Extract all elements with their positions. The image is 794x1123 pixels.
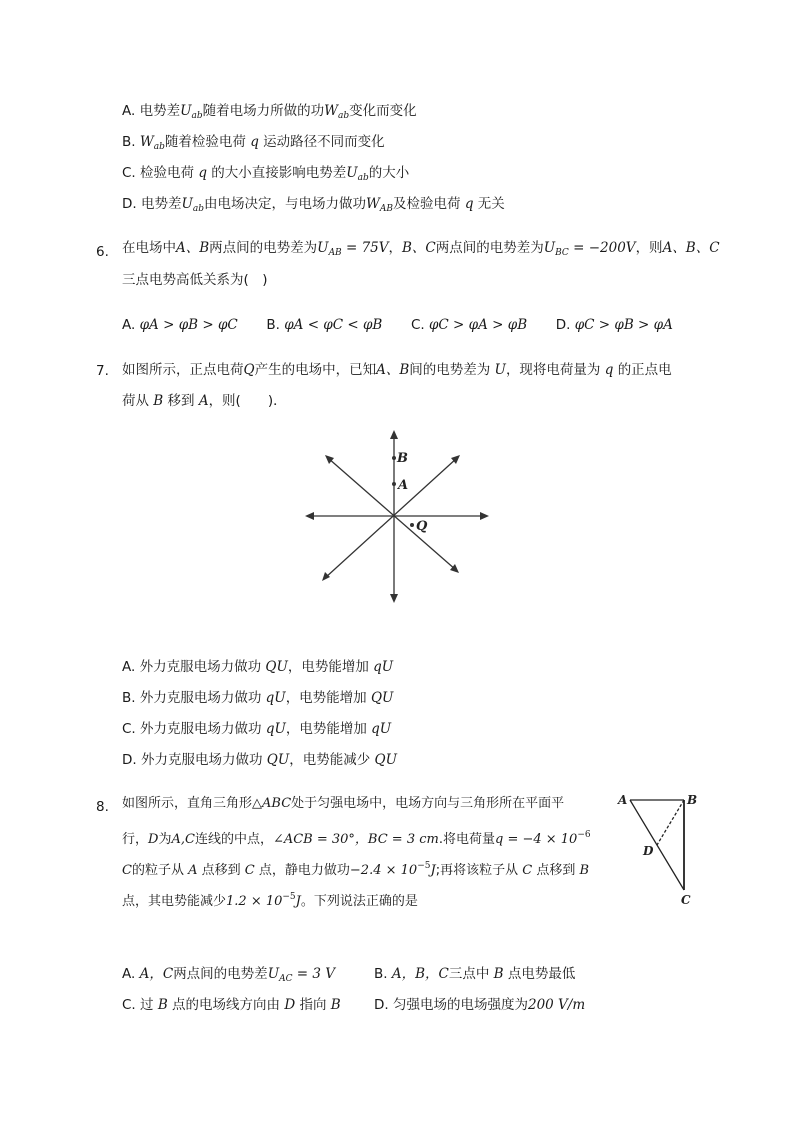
text: 匀强电场的电场强度为 [392,997,528,1013]
option-expr: φA > φB > φC [139,317,238,333]
q8-triangle-figure [612,788,702,910]
math: A、B [176,240,210,256]
point-b [392,456,396,460]
q7-field-figure [300,428,495,608]
label-b: B [397,451,408,466]
math-U: $U_{ab}$ [346,165,369,183]
text: 处于匀强电场中，电场方向与三角形所在平面平 [291,796,565,811]
q6-stem-line2 [122,271,268,289]
math: 1.2 × 10 [226,894,283,909]
option-label: A. [122,659,136,675]
math-U: $U_{ab}$ [180,103,203,121]
label-a: A [398,478,409,493]
label-d: D [643,844,654,858]
text: 外力克服电场力做功 [139,690,262,706]
text: ，电势能增加 [285,721,367,737]
value: = 3 V [296,966,335,982]
math: B [493,966,504,982]
q8-stem-line2 [122,826,591,849]
option-label: D. [122,196,137,212]
text: 外力克服电场力做功 [140,752,263,768]
math: Q [243,362,255,378]
text: 电势差 [140,196,182,212]
math: A，B，C [391,966,449,982]
math: ∠ACB = 30°，BC = 3 cm [272,832,439,847]
exponent: −5 [282,892,296,902]
q8-stem-line3 [122,857,589,880]
text: 变化而变化 [349,103,417,119]
text: 如图所示，直角三角形 [122,796,253,811]
text: 产生的电场中，已知 [254,362,377,378]
q6-option-b [266,317,382,333]
label-b: B [687,793,698,807]
math: △ABC [252,796,292,811]
option-label: B. [122,134,136,150]
arrowhead [305,512,314,520]
math: C [244,863,255,878]
value: = −200V [573,240,636,256]
text: 如图所示，正点电荷 [122,362,244,378]
q7-stem-line1 [122,361,672,379]
q7-option-b [122,689,393,707]
math: qU [265,690,286,706]
text: 的大小直接影响电势差 [211,165,347,181]
math: QU [374,752,397,768]
math: C [122,863,132,878]
q6-option-a [122,317,238,333]
q8-number: 8. [96,799,109,815]
option-label: D. [374,997,389,1013]
label-a: A [618,793,628,807]
text: ;再将该粒子从 [435,863,519,878]
text: 指向 [299,997,327,1013]
q7-option-d [122,751,397,769]
option-label: A. [122,966,136,982]
text: 两点间的电势差 [173,966,268,982]
text: ，现将电荷量为 [505,362,601,378]
q8-stem-line4 [122,888,418,911]
q8-option-c [122,996,341,1014]
math: A、B [376,362,410,378]
math: U [494,362,506,378]
option-label: A. [122,103,136,119]
q8-option-b [374,965,575,983]
text: 。下列说法正确的是 [300,894,418,909]
text: ， [388,240,403,256]
q7-stem-line2 [122,392,287,410]
q7-option-c [122,720,391,738]
field-line-diagonal-1 [328,458,456,570]
point-a [392,482,396,486]
math: QU [265,659,288,675]
option-label: B. [266,317,280,333]
text: ，电势能减少 [289,752,371,768]
text: 由电场决定，与电场力做功 [204,196,367,212]
q7-option-a [122,658,393,676]
option-label: C. [122,721,136,737]
math: A [198,393,209,409]
math: A，C [139,966,174,982]
value: = 75V [345,240,389,256]
option-label: D. [122,752,137,768]
q8-stem-line1 [122,795,564,813]
text: 点电势最低 [507,966,576,982]
field-line-diagonal-2 [325,458,457,578]
arrowhead [390,430,398,439]
text: 两点间的电势差为 [209,240,318,256]
arrowhead [390,594,398,603]
text: 电势差 [139,103,181,119]
q7-number: 7. [96,363,109,379]
math: B [330,997,341,1013]
math-W: $W_{ab}$ [324,103,350,121]
math: q = −4 × 10 [494,832,578,847]
text: 的粒子从 [131,863,184,878]
math-UAC: $U_{AC} = 3$ V [267,966,335,984]
text: ，电势能增加 [287,659,369,675]
math: qU [373,659,394,675]
text: 点移到 [536,863,576,878]
math-q: q [250,134,259,150]
label-c: C [681,893,691,907]
math-q: q [198,165,207,181]
math: qU [265,721,286,737]
math: q [604,362,614,378]
math-UAB: $U_{AB} = 75V$ [317,240,389,258]
text: 过 [140,997,154,1013]
option-expr: φA < φC < φB [284,317,383,333]
q6-number: 6. [96,244,109,260]
q6-option-d [556,317,673,333]
text: 外力克服电场力做功 [139,659,262,675]
math-W: $W_{ab}$ [139,134,165,152]
math-UBC: $U_{BC} = -200V$ [543,240,636,258]
math: J [430,863,436,878]
q5-option-c [122,164,409,187]
math: B [157,997,168,1013]
text: ，则 [635,240,663,256]
option-label: A. [122,317,136,333]
q6-option-c [411,317,527,333]
option-expr: φC > φB > φA [574,317,673,333]
option-label: D. [555,317,571,333]
text: 随着检验电荷 [164,134,246,150]
text: 外力克服电场力做功 [140,721,262,737]
text: 为 [158,832,172,847]
math-W: $W_{AB}$ [366,196,394,214]
math: D [148,832,159,847]
text: 点移到 [201,863,241,878]
option-label: B. [374,966,388,982]
text: 连线的中点， [194,832,273,847]
text: 间的电势差为 [409,362,491,378]
math: D [284,997,296,1013]
text: ，电势能增加 [285,690,367,706]
option-label: B. [122,690,136,706]
text: 行， [122,832,149,847]
option-expr: φC > φA > φB [428,317,528,333]
text: 无关 [477,196,505,212]
math: B [153,393,164,409]
q5-option-d [122,195,505,218]
option-label: C. [122,165,136,181]
math: B、C [402,240,436,256]
text: 随着电场力所做的功 [202,103,325,119]
option-label: C. [122,997,136,1013]
text: 两点间的电势差为 [435,240,544,256]
q6-stem-line1 [122,239,720,262]
exponent: −5 [417,861,431,871]
text: 检验电荷 [140,165,195,181]
label-q: Q [416,519,428,534]
math-q: q [464,196,474,212]
arrowhead [480,512,489,520]
text: 的正点电 [617,362,672,378]
arrowhead [322,572,330,581]
math: B [579,863,590,878]
q6-options [122,316,673,334]
text: 的大小 [368,165,410,181]
math: A,C [171,832,195,847]
point-q [410,523,414,527]
math: −2.4 × 10 [349,863,418,878]
math: A [188,863,198,878]
math: qU [371,721,392,737]
q5-option-a [122,102,417,125]
text: 三点中 [448,966,490,982]
text: ，则( )． [208,393,287,409]
segment-bd-dashed [657,800,684,845]
text: .将电荷量 [438,832,495,847]
math: QU [266,752,290,768]
text: 在电场中 [122,240,176,256]
q8-option-d [374,996,585,1014]
q5-option-b [122,133,385,156]
option-label: C. [410,317,425,333]
q8-option-a [122,965,335,988]
text: 点的电场线方向由 [172,997,281,1013]
text: 运动路径不同而变化 [263,134,385,150]
math: A、B、C [662,240,720,256]
math: J [295,894,301,909]
exponent: −6 [577,830,591,840]
math: 200 V/m [527,997,586,1013]
text: 荷从 [122,393,149,409]
math-U: $U_{ab}$ [181,196,205,214]
text: 点，静电力做功 [258,863,350,878]
text: 移到 [167,393,195,409]
text: 及检验电荷 [393,196,461,212]
text: 三点电势高低关系为( ) [122,272,268,288]
math: C [522,863,533,878]
math: QU [370,690,394,706]
text: 点，其电势能减少 [122,894,227,909]
